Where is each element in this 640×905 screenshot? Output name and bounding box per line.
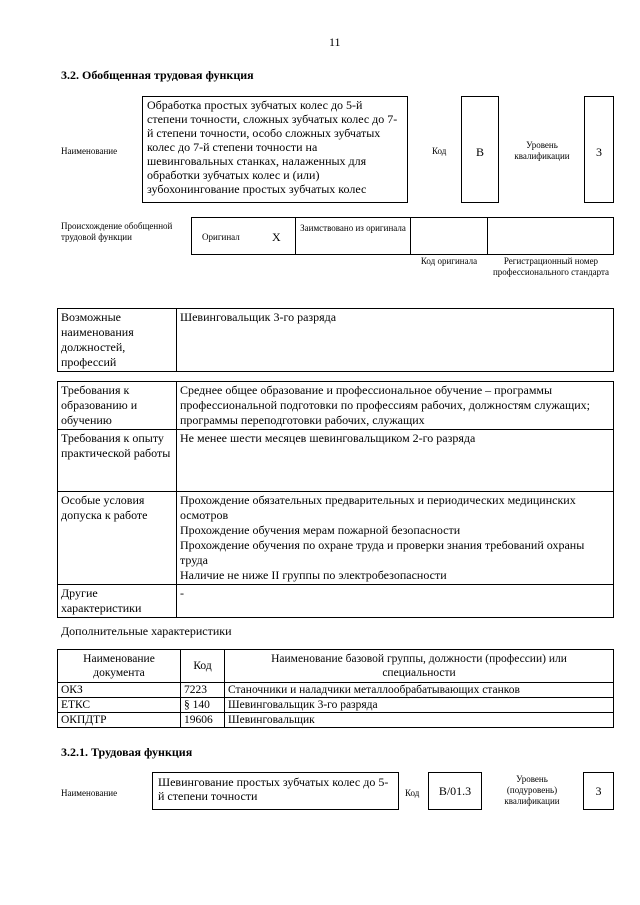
req-education-value: Среднее общее образование и профессиональное обучение – программы профессиональной подготовки по профессиям рабочих, должностям служащих; программы переподготовки рабочих, служащих [177, 382, 614, 430]
gtf-level-value: 3 [596, 145, 602, 159]
table-row [58, 492, 614, 585]
table-header-row [58, 650, 614, 683]
tf-level-box [583, 772, 614, 810]
tf-name-value: Шевингование простых зубчатых колес до 5-й степени точности [158, 775, 389, 803]
gtf-name-label: Наименование [61, 146, 118, 156]
tf-name-label: Наименование [61, 788, 118, 798]
header-document: Наименование документа [58, 650, 181, 683]
requirements-table [57, 381, 614, 618]
header-name: Наименование базовой группы, должности (профессии) или специальности [225, 650, 614, 683]
origin-original-mark: X [272, 230, 281, 244]
req-condition-line: Прохождение обучения по охране труда и проверки знания требований охраны труда [180, 538, 585, 567]
origin-original-label: Оригинал [202, 232, 240, 242]
origin-code-caption: Код оригинала [420, 256, 478, 266]
tf-code-value: B/01.3 [438, 784, 472, 798]
origin-borrowed-cell [295, 217, 411, 255]
gtf-level-label: Уровень квалификации [514, 140, 570, 161]
additional-title: Дополнительные характеристики [61, 624, 232, 638]
positions-row [58, 309, 614, 372]
tf-code-label: Код [405, 788, 420, 798]
cell-code: 19606 [181, 713, 225, 728]
origin-borrowed-label: Заимствовано из оригинала [300, 223, 406, 233]
subsection-title: 3.2.1. Трудовая функция [61, 745, 193, 759]
req-conditions-value [177, 492, 614, 585]
positions-label: Возможные наименования должностей, профессий [58, 309, 177, 372]
table-row [58, 713, 614, 728]
table-row [58, 382, 614, 430]
gtf-code-value: B [475, 145, 484, 159]
table-row [58, 585, 614, 618]
req-condition-line: Наличие не ниже II группы по электробезопасности [180, 568, 447, 582]
additional-table [57, 649, 614, 728]
cell-document: ОКЗ [58, 683, 181, 698]
table-row [58, 698, 614, 713]
section-title: 3.2. Обобщенная трудовая функция [61, 68, 254, 82]
tf-name-box [152, 772, 399, 810]
cell-document: ЕТКС [58, 698, 181, 713]
cell-name: Станочники и наладчики металлообрабатывающих станков [225, 683, 614, 698]
table-row [58, 683, 614, 698]
gtf-name-value: Обработка простых зубчатых колес до 5-й степени точности, сложных зубчатых колес до 7-й степени точности, особо сложных зубчатых колес до 7-й степени точности на шевинговальных станках, налаженных для обработки зубчатых колес и (или) зубохонингование простых зубчатых колес [147, 98, 398, 196]
tf-code-box [428, 772, 482, 810]
req-conditions-label: Особые условия допуска к работе [58, 492, 177, 585]
gtf-name-box [142, 96, 408, 203]
tf-level-label: Уровень (подуровень) квалификации [504, 774, 560, 806]
req-experience-value: Не менее шести месяцев шевинговальщиком 2-го разряда [177, 430, 614, 492]
cell-document: ОКПДТР [58, 713, 181, 728]
req-condition-line: Прохождение обязательных предварительных и периодических медицинских осмотров [180, 493, 576, 522]
header-code: Код [181, 650, 225, 683]
table-row [58, 430, 614, 492]
req-other-value: - [177, 585, 614, 618]
cell-name: Шевинговальщик [225, 713, 614, 728]
req-experience-label: Требования к опыту практической работы [58, 430, 177, 492]
gtf-code-box [461, 96, 499, 203]
positions-table [57, 308, 614, 372]
page-number: 11 [329, 35, 341, 49]
origin-original-cell [191, 217, 296, 255]
req-condition-line: Прохождение обучения мерам пожарной безопасности [180, 523, 461, 537]
origin-code-cell [410, 217, 488, 255]
cell-code: 7223 [181, 683, 225, 698]
origin-label: Происхождение обобщенной трудовой функции [61, 221, 173, 242]
origin-reg-cell [487, 217, 614, 255]
tf-level-value: 3 [595, 784, 602, 798]
req-other-label: Другие характеристики [58, 585, 177, 618]
req-education-label: Требования к образованию и обучению [58, 382, 177, 430]
cell-name: Шевинговальщик 3-го разряда [225, 698, 614, 713]
gtf-code-label: Код [432, 146, 447, 156]
origin-reg-caption: Регистрационный номер профессионального стандарта [492, 256, 610, 277]
gtf-level-box [584, 96, 614, 203]
positions-value: Шевинговальщик 3-го разряда [177, 309, 614, 372]
cell-code: § 140 [181, 698, 225, 713]
